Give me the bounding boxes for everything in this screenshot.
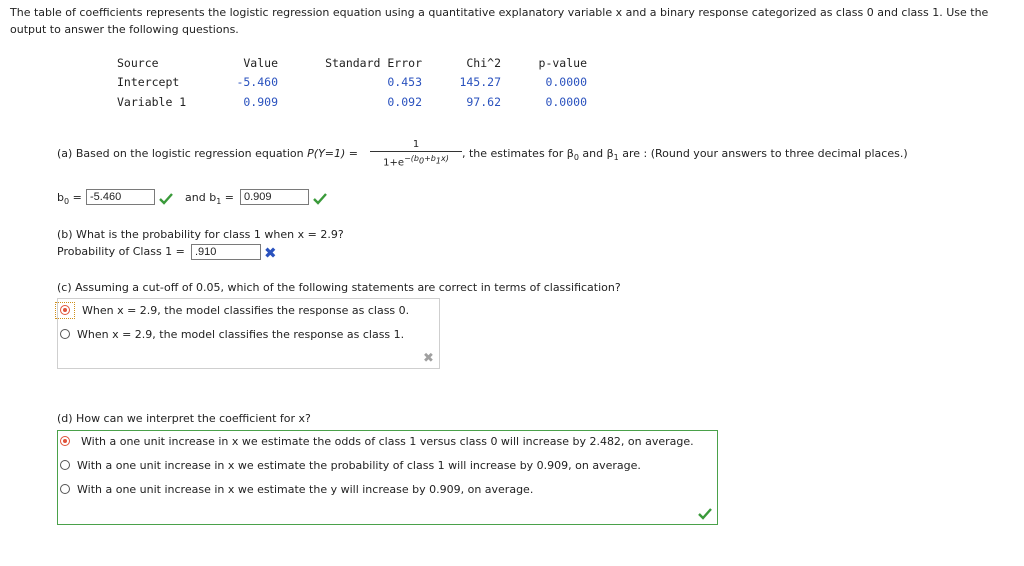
table-row <box>0 94 600 110</box>
b1-sub: 1 <box>216 197 222 207</box>
cell-value: 0.909 <box>243 95 278 109</box>
part-b-question: (b) What is the probability for class 1 when x = 2.9? <box>57 228 344 241</box>
beta0-sub: 0 <box>573 153 579 163</box>
part-a-py: P(Y=1) = <box>307 147 359 160</box>
header-standard-error: Standard Error <box>325 56 422 70</box>
b0-sub: 0 <box>63 197 70 207</box>
denominator-exponent <box>404 154 449 166</box>
part-a-prefix <box>57 147 358 160</box>
table-row <box>0 74 600 90</box>
check-icon <box>698 508 712 520</box>
b1-input[interactable] <box>240 189 309 205</box>
denominator-base: 1+e <box>383 157 405 169</box>
suffix-text: , the estimates for β <box>462 147 574 160</box>
cross-icon: ✖ <box>423 351 434 366</box>
b1-letter: and b <box>185 191 217 204</box>
logistic-formula <box>370 139 462 169</box>
cell-value: -5.460 <box>236 75 278 89</box>
header-p-value: p-value <box>538 56 587 70</box>
table-header-row <box>0 55 600 71</box>
cell-source: Intercept <box>117 75 180 89</box>
b0-equals: = <box>72 191 82 204</box>
part-c-question: (c) Assuming a cut-off of 0.05, which of the following statements are correct in terms of classification? <box>57 281 621 294</box>
exponent-end: x) <box>440 154 449 163</box>
cross-icon: ✖ <box>264 244 277 262</box>
exponent-sub0: 0 <box>418 156 425 166</box>
fraction-bar <box>370 151 462 152</box>
beta1-sub: 1 <box>613 153 619 163</box>
header-chi2: Chi^2 <box>466 56 501 70</box>
exponent-mid: +b <box>424 154 436 163</box>
b1-equals: = <box>224 191 234 204</box>
and-beta-text: and β <box>578 147 614 160</box>
formula-numerator: 1 <box>412 139 420 150</box>
option-label: With a one unit increase in x we estimate the probability of class 1 will increase by 0.909, on average. <box>77 459 641 472</box>
header-value: Value <box>243 56 278 70</box>
option-label: With a one unit increase in x we estimate the y will increase by 0.909, on average. <box>77 483 534 496</box>
b1-label <box>185 191 234 206</box>
option-label: When x = 2.9, the model classifies the response as class 1. <box>77 328 405 341</box>
probability-input[interactable] <box>191 244 261 260</box>
part-b-label: Probability of Class 1 = <box>57 245 185 258</box>
b0-letter: b <box>57 191 64 204</box>
exponent-part: −(b <box>404 154 419 163</box>
option-label: With a one unit increase in x we estimate the odds of class 1 versus class 0 will increase by 2.482, on average. <box>81 435 694 448</box>
option-label: When x = 2.9, the model classifies the response as class 0. <box>82 304 410 317</box>
part-a-suffix <box>462 147 908 162</box>
cell-p-value: 0.0000 <box>545 75 587 89</box>
radio-option[interactable] <box>60 329 70 339</box>
radio-option-selected[interactable] <box>60 305 70 315</box>
cell-se: 0.092 <box>387 95 422 109</box>
radio-option[interactable] <box>60 460 70 470</box>
radio-option[interactable] <box>60 484 70 494</box>
cell-chi2: 97.62 <box>466 95 501 109</box>
part-a-prefix-text: (a) Based on the logistic regression equation <box>57 147 308 160</box>
part-d-question: (d) How can we interpret the coefficient for x? <box>57 412 311 425</box>
check-icon <box>159 193 173 205</box>
cell-se: 0.453 <box>387 75 422 89</box>
question-intro: The table of coefficients represents the logistic regression equation using a quantitative explanatory variable x and a binary response categorized as class 0 and class 1. Use the output to answer the following questions. <box>10 6 989 36</box>
radio-option-selected[interactable] <box>60 436 70 446</box>
formula-denominator <box>370 153 462 169</box>
check-icon <box>313 193 327 205</box>
b0-input[interactable] <box>86 189 155 205</box>
header-source: Source <box>117 56 159 70</box>
b0-label <box>57 191 82 206</box>
cell-chi2: 145.27 <box>459 75 501 89</box>
cell-p-value: 0.0000 <box>545 95 587 109</box>
exponent-sub1: 1 <box>435 156 441 166</box>
cell-source: Variable 1 <box>117 95 187 109</box>
tail-text: are : (Round your answers to three decimal places.) <box>618 147 908 160</box>
